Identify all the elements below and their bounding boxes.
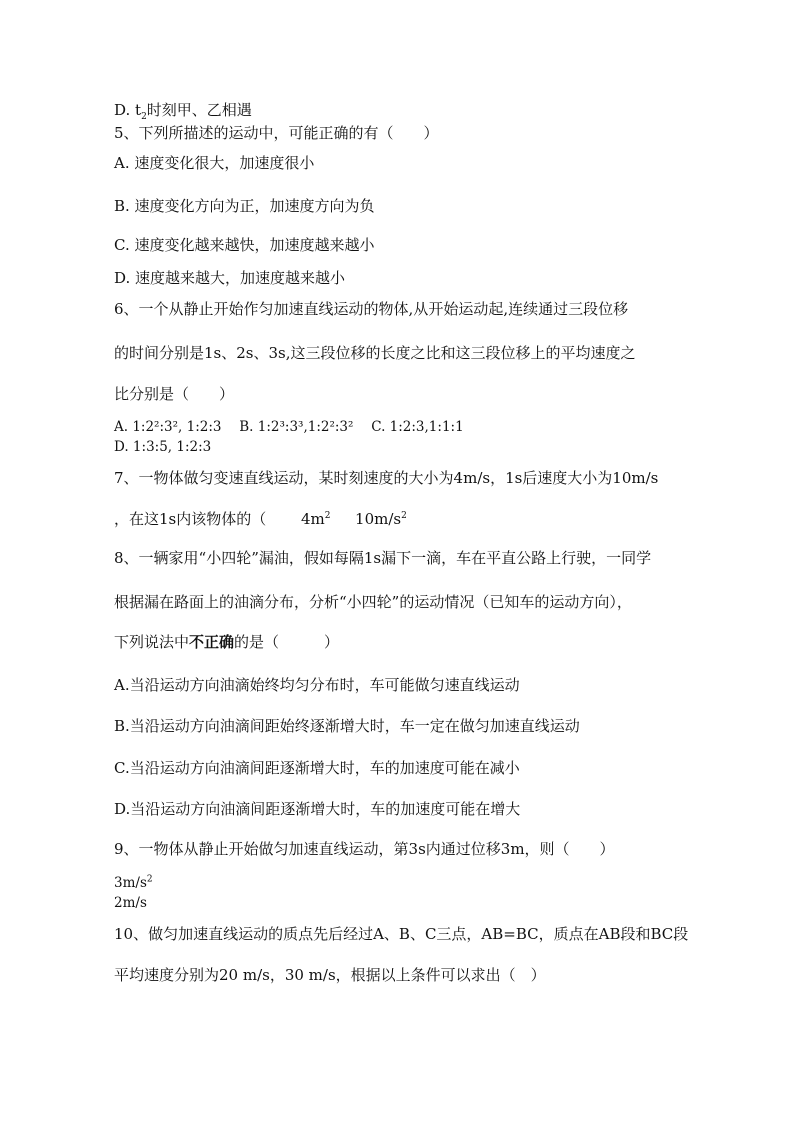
question-7-line-1: 7、一物体做匀变速直线运动，某时刻速度的大小为4m/s，1s后速度大小为10m/s <box>114 469 659 487</box>
question-6-line-2: 的时间分别是1s、2s、3s,这三段位移的长度之比和这三段位移上的平均速度之 <box>114 344 636 362</box>
question-8-line-1: 8、一辆家用“小四轮”漏油，假如每隔1s漏下一滴，车在平直公路上行驶，一同学 <box>114 549 652 567</box>
question-10-line-1: 10、做匀加速直线运动的质点先后经过A、B、C三点，AB=BC，质点在AB段和BC段 <box>114 925 689 943</box>
options-abc-q6: A. 1:2²:3², 1:2:3 B. 1:2³:3³,1:2²:3² C. 1:2:3,1:1:1 <box>114 419 464 435</box>
question-8-line-2: 根据漏在路面上的油滴分布，分析“小四轮”的运动情况（已知车的运动方向）， <box>114 593 632 611</box>
question-9: 9、一物体从静止开始做匀加速直线运动，第3s内通过位移3m，则（ ） <box>114 840 615 858</box>
option-c-q8: C.当沿运动方向油滴间距逐渐增大时，车的加速度可能在减小 <box>114 759 520 777</box>
option-b-q5: B. 速度变化方向为正，加速度方向为负 <box>114 197 375 215</box>
option-b-q8: B.当沿运动方向油滴间距始终逐渐增大时，车一定在做匀加速直线运动 <box>114 717 580 735</box>
option-d-q6: D. 1:3:5, 1:2:3 <box>114 439 212 455</box>
question-6-line-1: 6、一个从静止开始作匀加速直线运动的物体,从开始运动起,连续通过三段位移 <box>114 300 629 318</box>
question-6-line-3: 比分别是（ ） <box>114 385 235 403</box>
answer-fragment-acceleration: $3m/s^2$ <box>114 874 153 891</box>
option-d-q8: D.当沿运动方向油滴间距逐渐增大时，车的加速度可能在增大 <box>114 800 521 818</box>
option-a-q8: A.当沿运动方向油滴始终均匀分布时，车可能做匀速直线运动 <box>114 676 520 694</box>
question-7-line-2: ，在这1s内该物体的（ $4m^2$ $10m/s^2$ <box>114 510 407 528</box>
question-8-line-3: 下列说法中不正确的是（ ） <box>114 633 340 651</box>
option-d-q5: D. 速度越来越大，加速度越来越小 <box>114 269 346 287</box>
option-c-q5: C. 速度变化越来越快，加速度越来越小 <box>114 236 375 254</box>
question-5: 5、下列所描述的运动中，可能正确的有（ ） <box>114 124 439 142</box>
option-a-q5: A. 速度变化很大，加速度很小 <box>114 154 315 172</box>
question-10-line-2: 平均速度分别为20 m/s，30 m/s，根据以上条件可以求出（ ） <box>114 966 546 984</box>
answer-fragment-velocity: 2m/s <box>114 895 147 911</box>
option-d-q4: D. $t_2$时刻甲、乙相遇 <box>114 101 252 122</box>
